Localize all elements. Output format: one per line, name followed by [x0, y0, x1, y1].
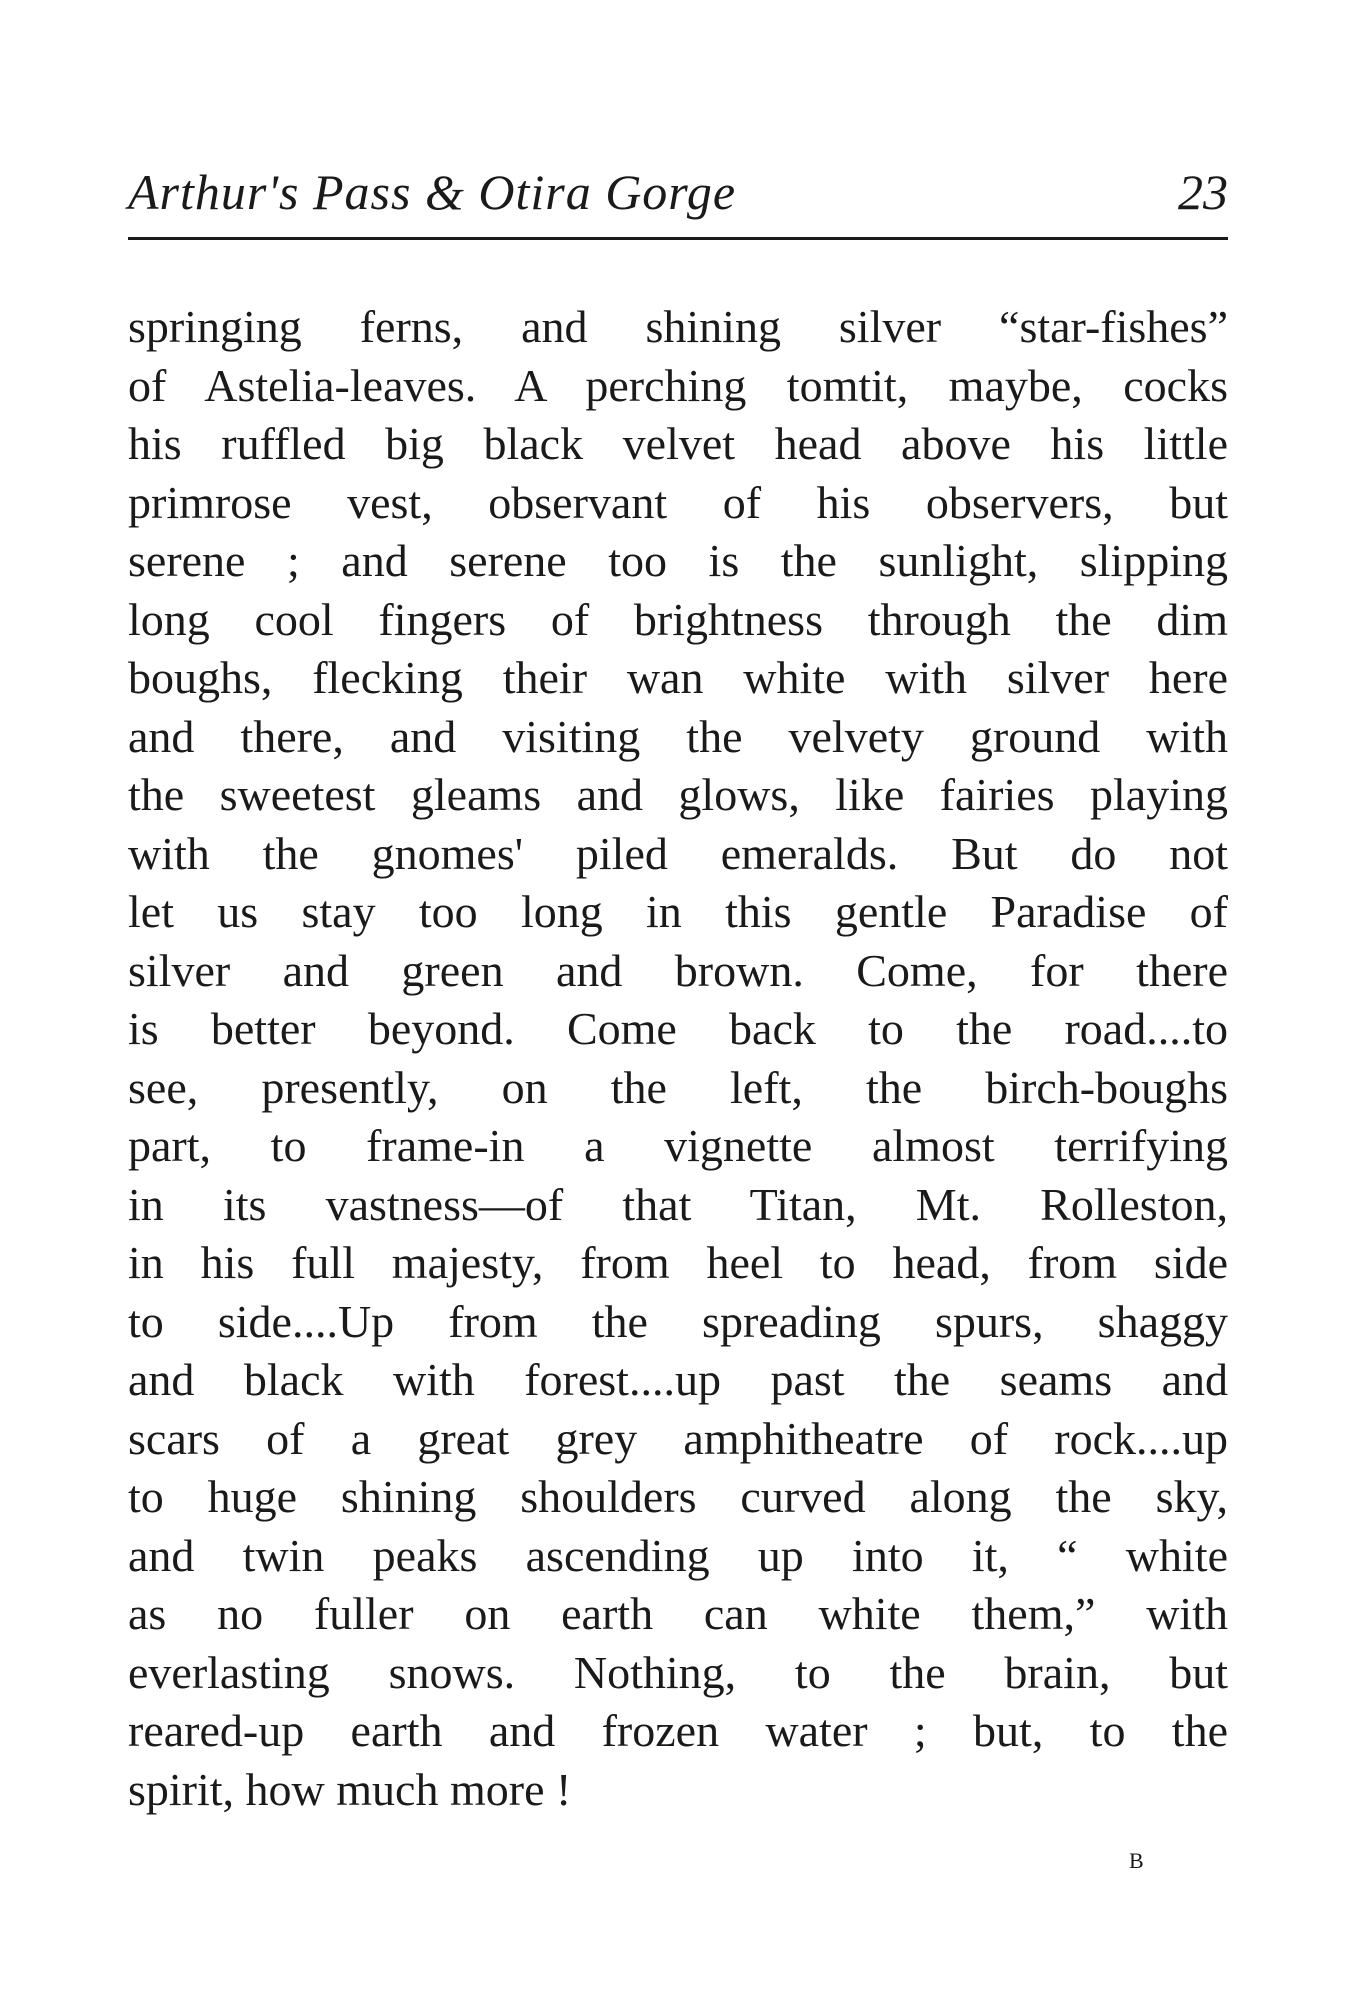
text-line: to huge shining shoulders curved along the sky, [128, 1471, 1228, 1522]
signature-mark: B [1129, 1848, 1144, 1873]
text-line: in his full majesty, from heel to head, from side [128, 1237, 1228, 1288]
text-line: let us stay too long in this gentle Paradise of [128, 886, 1228, 937]
text-line: long cool fingers of brightness through the dim [128, 593, 1228, 645]
text-line: with the gnomes' piled emeralds. But do not [128, 827, 1228, 879]
body-text [128, 298, 1228, 1819]
text-line: is better beyond. Come back to the road....to [128, 1003, 1228, 1054]
text-line: see, presently, on the left, the birch-boughs [128, 1061, 1228, 1113]
text-line: primrose vest, observant of his observers, but [128, 476, 1228, 528]
text-line: his ruffled big black velvet head above his little [128, 418, 1228, 469]
text-line: boughs, flecking their wan white with silver here [128, 652, 1228, 703]
text-line: springing ferns, and shining silver “star-fishes” [128, 301, 1228, 352]
text-line: to side....Up from the spreading spurs, shaggy [128, 1295, 1228, 1347]
text-line: part, to frame-in a vignette almost terrifying [128, 1120, 1228, 1171]
text-line: scars of a great grey amphitheatre of rock....up [128, 1412, 1228, 1464]
running-title: Arthur's Pass & Otira Gorge [128, 164, 737, 220]
text-line: and twin peaks ascending up into it, “ white [128, 1529, 1228, 1581]
page-number: 23 [1178, 164, 1228, 220]
text-line: silver and green and brown. Come, for there [128, 944, 1228, 996]
running-head [128, 160, 1228, 224]
text-line: serene ; and serene too is the sunlight, slipping [128, 535, 1228, 586]
text-line: as no fuller on earth can white them,” with [128, 1588, 1228, 1639]
text-line: in its vastness—of that Titan, Mt. Rolleston, [128, 1178, 1228, 1230]
text-line: and black with forest....up past the seams and [128, 1354, 1228, 1405]
text-line: of Astelia-leaves. A perching tomtit, maybe, cocks [128, 359, 1228, 411]
text-line: everlasting snows. Nothing, to the brain, but [128, 1646, 1228, 1698]
text-line: the sweetest gleams and glows, like fairies playing [128, 769, 1228, 820]
header-rule [128, 237, 1228, 240]
text-line: and there, and visiting the velvety ground with [128, 710, 1228, 762]
text-line: reared-up earth and frozen water ; but, to the [128, 1705, 1228, 1756]
text-line-last: spirit, how much more ! [128, 1763, 572, 1815]
